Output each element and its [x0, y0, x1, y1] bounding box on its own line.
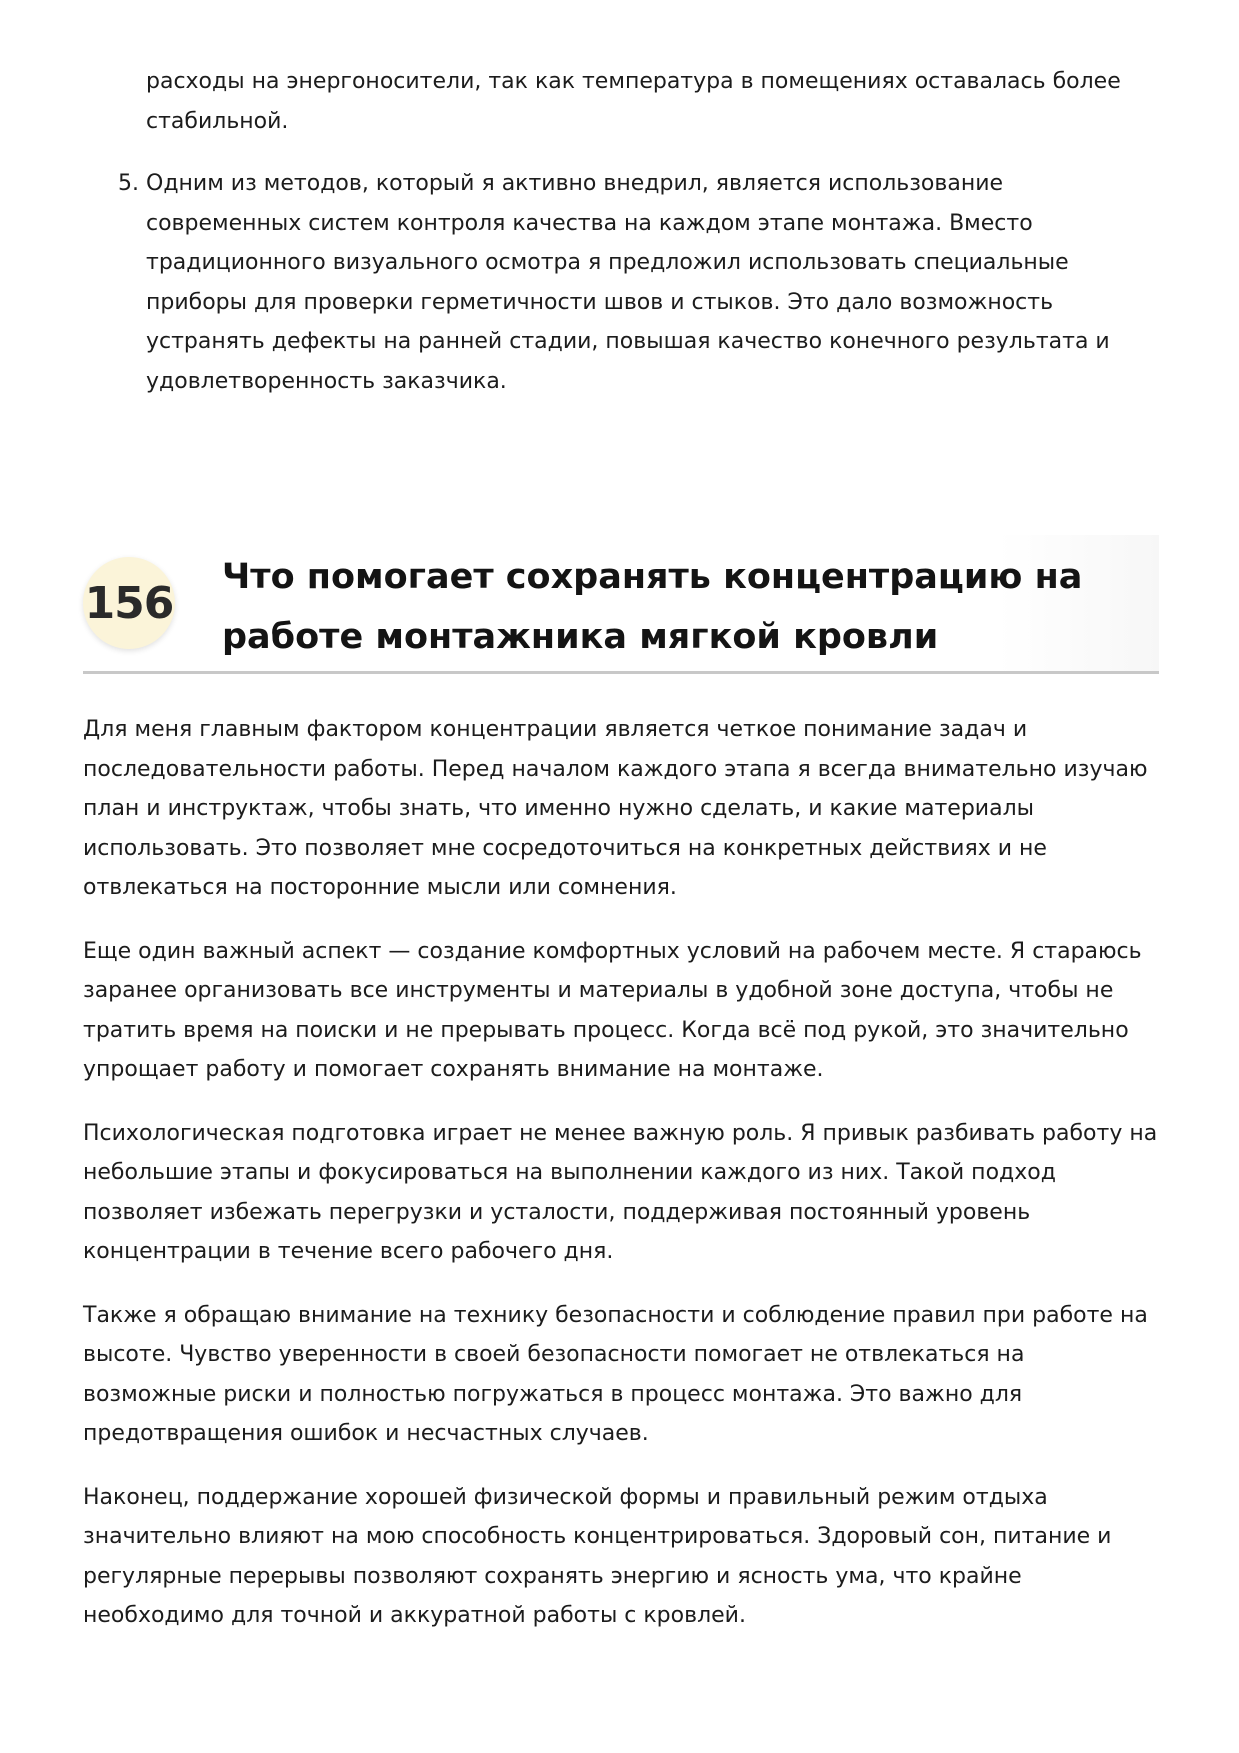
continued-paragraph: расходы на энергоносители, так как температура в помещениях оставалась более стабильной.	[146, 69, 1121, 134]
section-title: Что помогает сохранять концентрацию на работе монтажника мягкой кровли	[222, 557, 1083, 657]
paragraph: Еще один важный аспект — создание комфортных условий на рабочем месте. Я стараюсь заранее организовать все инструменты и материалы в удобной зоне доступа, чтобы не тратить время на поиски и не прерывать процесс. Когда всё под рукой, это значительно упрощает работу и помогает сохранять внимание на монтаже.	[83, 938, 1142, 1082]
list-item-text: Одним из методов, который я активно внедрил, является использование современных систем контроля качества на каждом этапе монтажа. Вместо традиционного визуального осмотра я предложил использовать специальные приборы для проверки герметичности швов и стыков. Это дало возможность устранять дефекты на ранней стадии, повышая качество конечного результата и удовлетворенность заказчика.	[146, 171, 1110, 394]
section-header	[83, 535, 1159, 674]
paragraph: Психологическая подготовка играет не менее важную роль. Я привык разбивать работу на небольшие этапы и фокусироваться на выполнении каждого из них. Такой подход позволяет избежать перегрузки и усталости, поддерживая постоянный уровень концентрации в течение всего рабочего дня.	[83, 1120, 1158, 1264]
list-item-marker: 5.	[118, 171, 139, 196]
list-item	[118, 164, 1156, 401]
section-body	[83, 710, 1163, 1660]
paragraph: Также я обращаю внимание на технику безопасности и соблюдение правил при работе на высоте. Чувство уверенности в своей безопасности помогает не отвлекаться на возможные риски и полностью погружаться в процесс монтажа. Это важно для предотвращения ошибок и несчастных случаев.	[83, 1302, 1148, 1446]
paragraph: Наконец, поддержание хорошей физической формы и правильный режим отдыха значительно влияют на мою способность концентрироваться. Здоровый сон, питание и регулярные перерывы позволяют сохранять энергию и ясность ума, что крайне необходимо для точной и аккуратной работы с кровлей.	[83, 1484, 1112, 1628]
section-number-badge: 156	[83, 557, 175, 649]
numbered-list	[118, 164, 1156, 401]
paragraph: Для меня главным фактором концентрации является четкое понимание задач и последовательности работы. Перед началом каждого этапа я всегда внимательно изучаю план и инструктаж, чтобы знать, что именно нужно сделать, и какие материалы использовать. Это позволяет мне сосредоточиться на конкретных действиях и не отвлекаться на посторонние мысли или сомнения.	[83, 717, 1148, 900]
